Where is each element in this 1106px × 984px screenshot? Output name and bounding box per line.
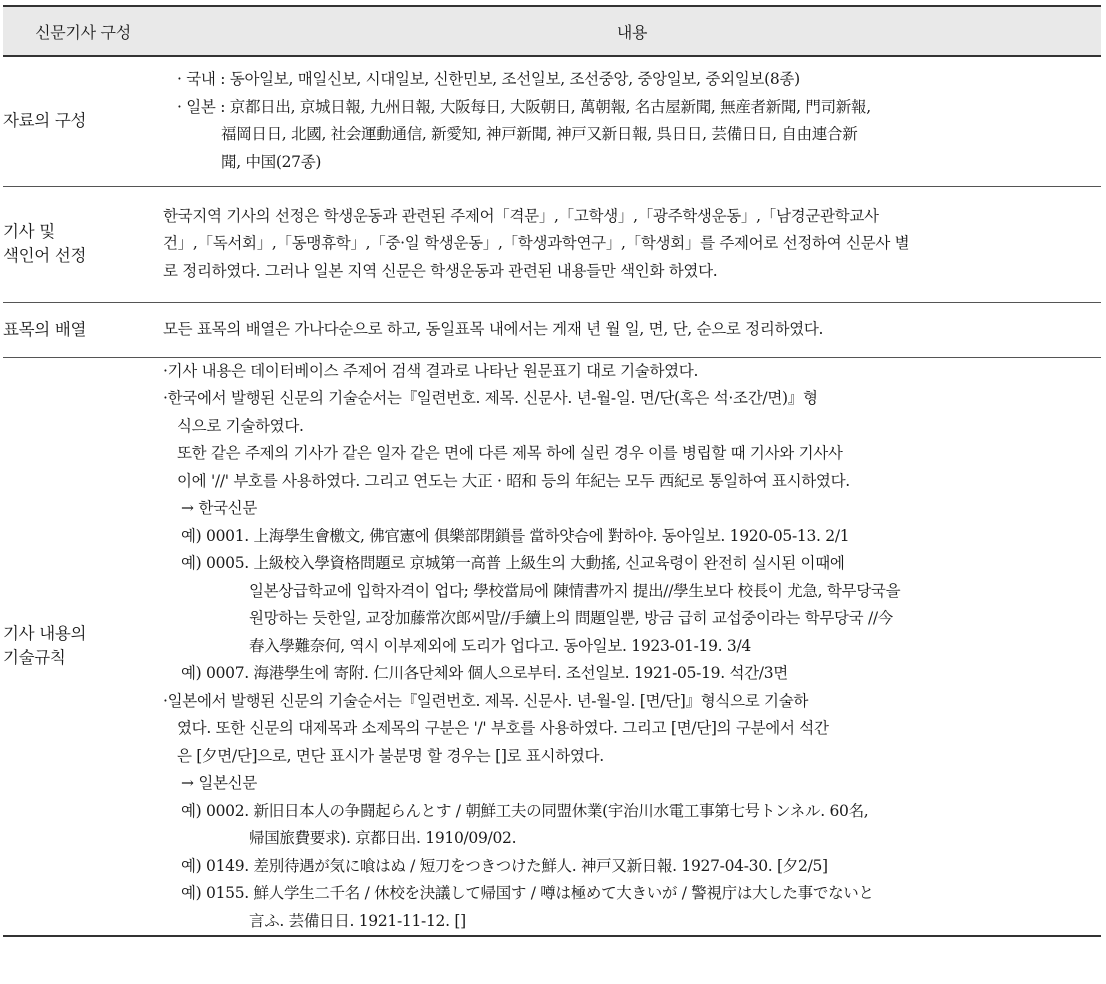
content-selection [163,186,1101,302]
label-rules-line: 기사 내용의 [3,624,87,644]
rules-line: 예) 0155. 鮮人学生二千名 / 休校を決議して帰国す / 噂は極めて大きいが / 警視庁は大した事でないと [181,884,874,902]
rules-line: → 일본신문 [181,774,258,792]
label-arrangement: 표목의 배열 [3,319,87,339]
rules-line: 였다. 또한 신문의 대제목과 소제목의 구분은 '/' 부호를 사용하였다. 그리고 [면/단]의 구분에서 석간 [177,719,829,737]
rules-line: 帰国旅費要求). 京都日出. 1910/09/02. [249,829,517,847]
rules-line: 예) 0005. 上級校入學資格問題로 京城第一高普 上級生의 大動搖, 신교육령이 완전히 실시된 이때에 [181,554,845,572]
content-composition [163,56,1101,186]
newspaper-article-structure-table [3,5,1101,937]
composition-line: 聞, 中国(27종) [221,152,322,171]
rules-line: 일본상급학교에 입학자격이 업다; 學校當局에 陳情書까지 提出//學生보다 校長이 尤急, 학무당국을 [249,581,901,600]
label-selection [3,186,163,302]
rules-line: 예) 0007. 海港學生에 寄附. 仁川各단체와 個人으로부터. 조선일보. 1921-05-19. 석간/3면 [181,664,788,682]
header-structure: 신문기사 구성 [3,6,163,56]
rules-line: 이에 '//' 부호를 사용하였다. 그리고 연도는 大正 · 昭和 등의 年紀는 모두 西紀로 통일하여 표시하였다. [177,471,850,490]
rules-line: 원망하는 듯한일, 교장加藤常次郎씨말//手續上의 問題일뿐, 방금 급히 교섭중이라는 학무당국 //今 [249,609,894,627]
rules-line: 예) 0001. 上海學生會檄文, 佛官憲에 俱樂部閉鎖를 當하얏슴에 對하야. 동아일보. 1920-05-13. 2/1 [181,526,850,545]
selection-line: 로 정리하였다. 그러나 일본 지역 신문은 학생운동과 관련된 내용들만 색인화 하였다. [163,261,718,280]
arrangement-line: 모든 표목의 배열은 가나다순으로 하고, 동일표목 내에서는 게재 년 월 일, 면, 단, 순으로 정리하였다. [163,319,824,338]
composition-line: 福岡日日, 北國, 社会運動通信, 新愛知, 神戸新聞, 神戸又新日報, 呉日日, 芸備日日, 自由連合新 [221,125,858,144]
table-header-row [3,6,1101,56]
rules-line: 은 [夕면/단]으로, 면단 표시가 불분명 할 경우는 []로 표시하였다. [177,746,604,765]
rules-line: 春入學難奈何, 역시 이부제외에 도리가 업다고. 동아일보. 1923-01-19. 3/4 [249,636,751,655]
row-composition [3,56,1101,186]
row-selection [3,186,1101,302]
label-rules [3,357,163,936]
row-rules [3,357,1101,936]
selection-line: 건」,「독서회」,「동맹휴학」,「중·일 학생운동」,「학생과학연구」,「학생회」를 주제어로 선정하여 신문사 별 [163,234,910,253]
rules-line: ·일본에서 발행된 신문의 기술순서는『일련번호. 제목. 신문사. 년-월-일. [면/단]』형식으로 기술하 [163,691,809,710]
label-selection-line: 색인어 선정 [3,246,87,265]
header-content: 내용 [163,6,1101,56]
rules-line: 식으로 기술하였다. [177,416,304,435]
selection-line: 한국지역 기사의 선정은 학생운동과 관련된 주제어「격문」,「고학생」,「광주학생운동」,「남경군관학교사 [163,206,879,225]
label-composition: 자료의 구성 [3,111,87,131]
content-arrangement [163,302,1101,357]
rules-line: 또한 같은 주제의 기사가 같은 일자 같은 면에 다른 제목 하에 실린 경우 이를 병립할 때 기사와 기사사 [177,444,843,462]
label-rules-line: 기술규칙 [3,648,66,668]
rules-line: ·기사 내용은 데이터베이스 주제어 검색 결과로 나타난 원문표기 대로 기술하였다. [163,361,699,380]
row-arrangement [3,302,1101,357]
composition-line: · 일본 : 京都日出, 京城日報, 九州日報, 大阪每日, 大阪朝日, 萬朝報, 名古屋新聞, 無産者新聞, 門司新報, [177,97,871,116]
label-selection-line: 기사 및 [3,222,55,241]
composition-line: · 국내 : 동아일보, 매일신보, 시대일보, 신한민보, 조선일보, 조선중앙, 중앙일보, 중외일보(8종) [177,70,800,89]
rules-line: 言ふ. 芸備日日. 1921-11-12. [] [249,911,466,930]
rules-line: → 한국신문 [181,499,258,517]
rules-line: ·한국에서 발행된 신문의 기술순서는『일련번호. 제목. 신문사. 년-월-일. 면/단(혹은 석·조간/면)』형 [163,389,818,407]
content-rules [163,357,1101,936]
rules-line: 예) 0002. 新旧日本人の争闘起らんとす / 朝鮮工夫の同盟休業(宇治川水電工事第七号トンネル. 60名, [181,801,869,820]
rules-line: 예) 0149. 差別待遇が気に喰はぬ / 短刀をつきつけた鮮人. 神戸又新日報. 1927-04-30. [夕2/5] [181,856,828,875]
